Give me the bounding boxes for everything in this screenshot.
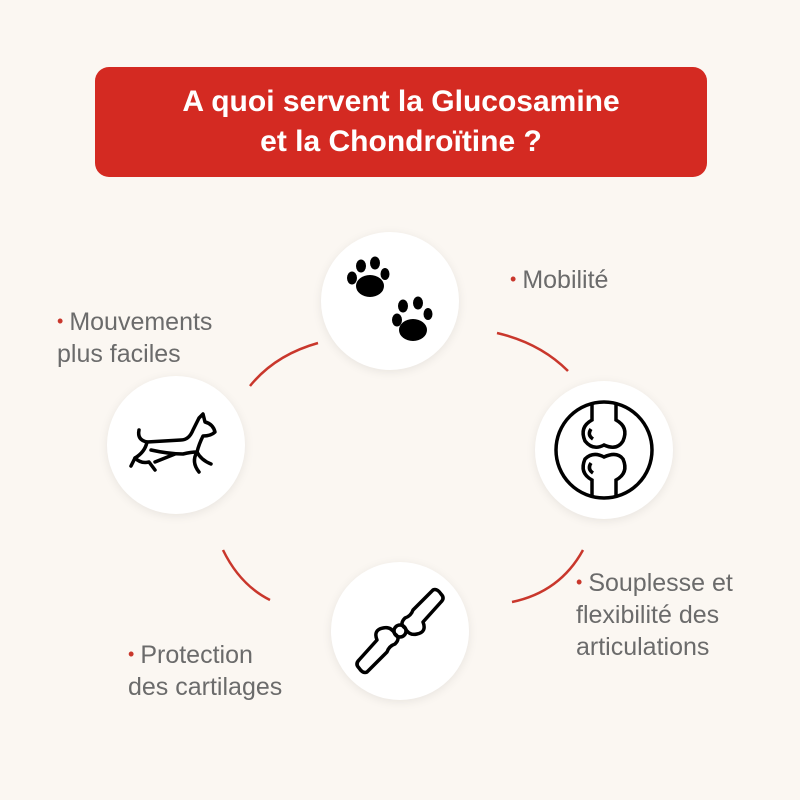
bullet-icon: • xyxy=(57,311,64,331)
label-mobility xyxy=(510,263,608,296)
paw-prints-icon xyxy=(335,246,445,356)
label-line: Protection xyxy=(140,641,253,669)
label-line: articulations xyxy=(576,633,710,661)
bone-joint-icon xyxy=(345,576,455,686)
mobility-circle xyxy=(321,232,459,370)
bullet-icon: • xyxy=(576,572,583,592)
knee-joint-icon xyxy=(549,395,659,505)
arc-top-right xyxy=(497,333,568,371)
label-line: plus faciles xyxy=(57,340,181,368)
bullet-icon: • xyxy=(510,269,517,289)
flexibility-circle xyxy=(535,381,673,519)
arc-bottom-right xyxy=(512,550,583,602)
label-cartilage xyxy=(128,638,282,703)
label-line: Mobilité xyxy=(522,266,609,294)
label-line: Souplesse et xyxy=(588,569,733,597)
label-movement xyxy=(57,305,212,370)
title-line-1: A quoi servent la Glucosamine xyxy=(182,85,620,118)
label-line: des cartilages xyxy=(128,673,283,701)
cartilage-circle xyxy=(331,562,469,700)
label-line: Mouvements xyxy=(69,308,213,336)
label-flexibility xyxy=(576,566,733,663)
arc-bottom-left xyxy=(223,550,270,600)
running-dog-icon xyxy=(121,390,231,500)
movement-circle xyxy=(107,376,245,514)
arc-top-left xyxy=(250,343,318,386)
title-line-2: et la Chondroïtine ? xyxy=(260,125,542,158)
bullet-icon: • xyxy=(128,644,135,664)
label-line: flexibilité des xyxy=(576,601,720,629)
